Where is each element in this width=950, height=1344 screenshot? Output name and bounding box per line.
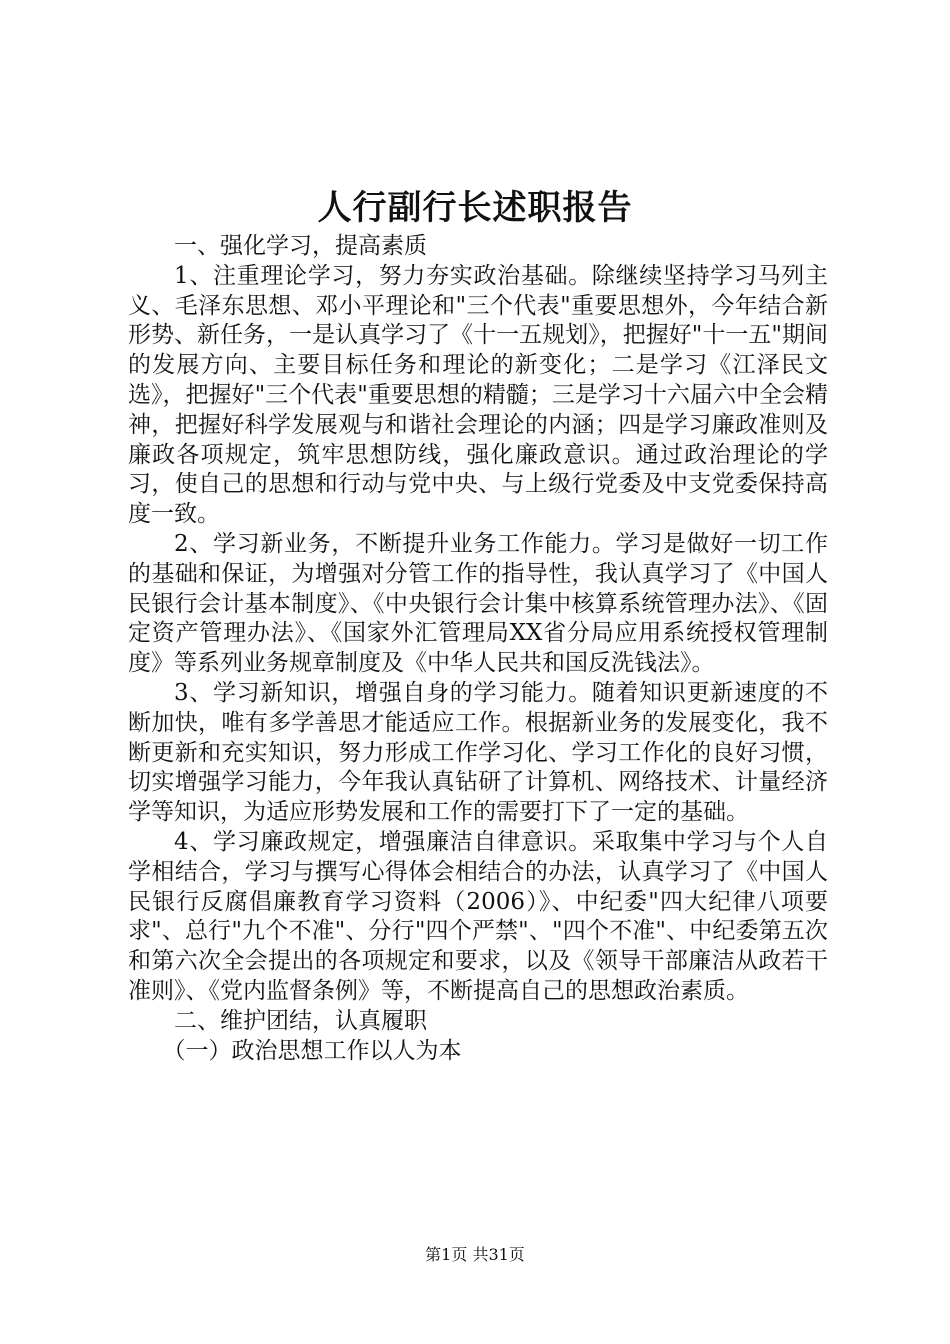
subsection-heading: （一）政治思想工作以人为本: [162, 1037, 462, 1064]
document-title: 人行副行长述职报告: [317, 188, 633, 228]
paragraph: 2、学习新业务，不断提升业务工作能力。学习是做好一切工作的基础和保证，为增强对分管工作的指导性，我认真学习了《中国人民银行会计基本制度》、《中央银行会计集中核算系统管理办法》、《固定资产管理办法》、《国家外汇管理局XX省分局应用系统授权管理制度》等系列业务规章制度及《中华人民共和国反洗钱法》。: [128, 530, 828, 677]
page-footer: 第1页 共31页: [425, 1245, 525, 1264]
paragraph: 3、学习新知识，增强自身的学习能力。随着知识更新速度的不断加快，唯有多学善思才能适应工作。根据新业务的发展变化，我不断更新和充实知识，努力形成工作学习化、学习工作化的良好习惯，切实增强学习能力，今年我认真钻研了计算机、网络技术、计量经济学等知识，为适应形势发展和工作的需要打下了一定的基础。: [128, 679, 828, 826]
paragraph: 4、学习廉政规定，增强廉洁自律意识。采取集中学习与个人自学相结合，学习与撰写心得体会相结合的办法，认真学习了《中国人民银行反腐倡廉教育学习资料（2006）》、中纪委"四大纪律八项要求"、总行"九个不准"、分行"四个严禁"、"四个不准"、中纪委第五次和第六次全会提出的各项规定和要求，以及《领导干部廉洁从政若干准则》、《党内监督条例》等，不断提高自己的思想政治素质。: [128, 828, 828, 1004]
section-heading: 一、强化学习，提高素质: [174, 233, 427, 259]
document-body: [128, 232, 828, 1066]
section-heading: 二、维护团结，认真履职: [174, 1007, 427, 1034]
paragraph: 1、注重理论学习，努力夯实政治基础。除继续坚持学习马列主义、毛泽东思想、邓小平理论和"三个代表"重要思想外，今年结合新形势、新任务，一是认真学习了《十一五规划》，把握好"十一五"期间的发展方向、主要目标任务和理论的新变化；二是学习《江泽民文选》，把握好"三个代表"重要思想的精髓；三是学习十六届六中全会精神，把握好科学发展观与和谐社会理论的内涵；四是学习廉政准则及廉政各项规定，筑牢思想防线，强化廉政意识。通过政治理论的学习，使自己的思想和行动与党中央、与上级行党委及中支党委保持高度一致。: [128, 262, 828, 528]
